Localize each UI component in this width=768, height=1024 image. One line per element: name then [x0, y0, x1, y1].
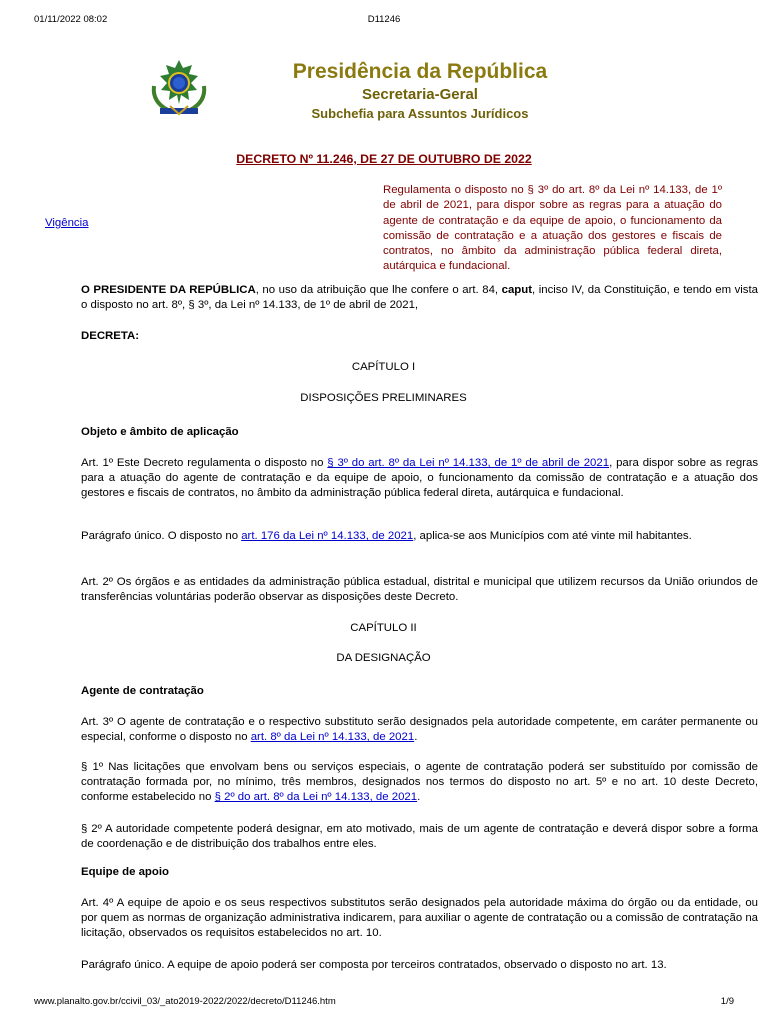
chapter2-label: CAPÍTULO II — [350, 622, 417, 634]
vigencia-link[interactable]: Vigência — [45, 217, 89, 229]
art1-link[interactable]: § 3º do art. 8º da Lei nº 14.133, de 1º de abril de 2021 — [327, 457, 610, 469]
ementa: Regulamenta o disposto no § 3º do art. 8º da Lei nº 14.133, de 1º de abril de 2021, para dispor sobre as regras para a atuação do agente de contratação e da equipe de apoio, o funcionamento da comissão de contratação e a atuação dos gestores e fiscais de contratos, no âmbito da administração pública federal direta, autárquica e fundacional. — [383, 184, 722, 273]
heading-agente: Agente de contratação — [81, 685, 204, 697]
art3-text: Art. 3º O agente de contratação e o respectivo substituto serão designados pela autoridade competente, em caráter permanente ou especial, conforme o disposto no — [81, 716, 758, 744]
art4: Art. 4º A equipe de apoio e os seus respectivos substitutos serão designados pela autoridade máxima do órgão ou da entidade, ou por quem as normas de organização administrativa indicarem, para auxiliar o agente de contratação ou a comissão de contratação na licitação, observados os requisitos estabelecidos no art. 10. — [81, 897, 758, 940]
art3-p1-text: § 1º Nas licitações que envolvam bens ou serviços especiais, o agente de contratação poderá ser substituído por comissão de contratação formada por, no mínimo, três membros, designados nos termos do disposto no art. 5º e no art. 10 deste Decreto, conforme estabelecido no — [81, 761, 758, 804]
decree-title[interactable]: DECRETO Nº 11.246, DE 27 DE OUTUBRO DE 2022 — [236, 152, 532, 166]
heading-equipe: Equipe de apoio — [81, 866, 169, 878]
art1-text: Art. 1º Este Decreto regulamenta o disposto no — [81, 457, 328, 469]
art3-text-after: . — [414, 731, 418, 744]
masthead-subchefia: Subchefia para Assuntos Jurídicos — [311, 106, 529, 121]
masthead-subtitle: Secretaria-Geral — [362, 86, 478, 103]
art3-link[interactable]: art. 8º da Lei nº 14.133, de 2021 — [250, 731, 415, 744]
art1 — [45, 456, 758, 502]
art3 — [45, 715, 758, 745]
print-url: www.planalto.gov.br/ccivil_03/_ato2019-2022/2022/decreto/D11246.htm — [34, 996, 336, 1007]
art1-par-link[interactable]: art. 176 da Lei nº 14.133, de 2021 — [241, 530, 414, 542]
art3-paragraph-2: § 2º A autoridade competente poderá designar, em ato motivado, mais de um agente de contratação e deverá dispor sobre a forma de coordenação e de distribuição dos trabalhos entre eles. — [81, 823, 758, 851]
chapter1-name: DISPOSIÇÕES PRELIMINARES — [300, 392, 467, 404]
preamble — [45, 283, 758, 313]
masthead-title: Presidência da República — [292, 60, 548, 83]
print-doc-id: D11246 — [367, 14, 401, 25]
art1-par-text-after: , aplica-se aos Municípios com até vinte mil habitantes. — [413, 530, 692, 542]
decreta: DECRETA: — [81, 330, 140, 342]
preamble-part2: , inciso IV, da Constituição, e tendo em vista o disposto no art. 8º, § 3º, da Lei nº 14.133, de 1º de abril de 2021, — [81, 284, 759, 312]
chapter1-label: CAPÍTULO I — [351, 361, 416, 373]
art2: Art. 2º Os órgãos e as entidades da administração pública estadual, distrital e municipal que utilizem recursos da União oriundos de transferências voluntárias poderão observar as disposições deste Decreto. — [81, 576, 758, 604]
art3-paragraph-1 — [45, 760, 758, 806]
art3-p1-text-after: . — [417, 791, 421, 804]
art1-text-after: , para dispor sobre as regras para a atuação do agente de contratação e da equipe de apoio, o funcionamento da comissão de contratação e a atuação dos gestores e fiscais de contratos, no âmbito da administração pública federal direta, autárquica e fundacional. — [81, 457, 759, 500]
art1-par-text: Parágrafo único. O disposto no — [81, 530, 242, 542]
preamble-caput: caput — [501, 284, 533, 296]
print-datetime: 01/11/2022 08:02 — [34, 14, 108, 25]
print-page-number: 1/9 — [720, 996, 734, 1007]
chapter2-name: DA DESIGNAÇÃO — [336, 652, 431, 664]
art4-paragraph: Parágrafo único. A equipe de apoio poderá ser composta por terceiros contratados, observado o disposto no art. 13. — [81, 959, 667, 971]
art3-p1-link[interactable]: § 2º do art. 8º da Lei nº 14.133, de 2021 — [214, 791, 418, 804]
art1-paragraph — [45, 529, 758, 544]
preamble-part1: , no uso da atribuição que lhe confere o art. 84, — [255, 284, 499, 296]
heading-objeto: Objeto e âmbito de aplicação — [81, 426, 239, 438]
preamble-lead: O PRESIDENTE DA REPÚBLICA — [81, 284, 256, 296]
